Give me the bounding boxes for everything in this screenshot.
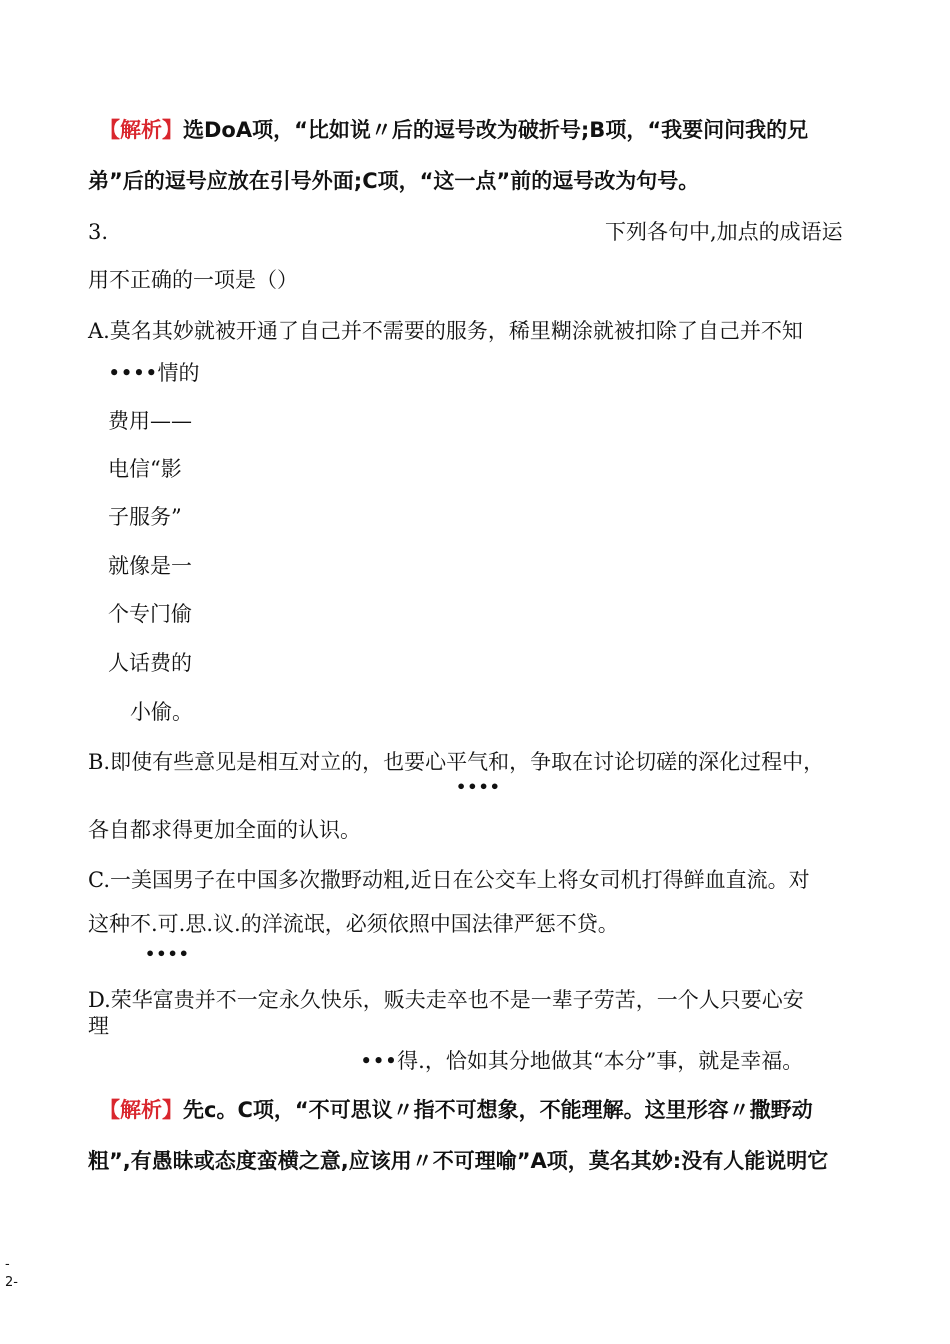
analysis-tag: 【解析】 [99,118,183,142]
question-3-number: 3. [88,220,109,244]
option-a-col-3: 电信“影 [108,457,182,481]
option-a-col-1: ••••情的 [108,361,200,385]
option-d-line-1: D.荣华富贵并不一定永久快乐，贩夫走卒也不是一辈子劳苦，一个人只要心安 [88,988,804,1012]
analysis-1-line-2: 弟”后的逗号应放在引号外面;C项，“这一点”前的逗号改为句号。 [88,169,700,193]
page-number: 2- [5,1275,18,1290]
option-d-line-2: 理 [88,1014,109,1038]
question-3-stem-right: 下列各句中,加点的成语运 [605,220,843,244]
option-a-col-5: 就像是一 [108,554,192,578]
analysis-1-text: 选DoA项，“比如说〃后的逗号改为破折号;B项，“我要问问我的兄 [183,118,809,142]
option-c-line-1: C.一美国男子在中国多次撒野动粗,近日在公交车上将女司机打得鲜血直流。对 [88,868,810,892]
option-b-line-1: B.即使有些意见是相互对立的，也要心平气和，争取在讨论切磋的深化过程中， [88,750,825,774]
option-a-col-4: 子服务” [108,505,182,529]
option-c-line-2: 这种不.可.思.议.的洋流氓，必须依照中国法律严惩不贷。 [88,912,619,936]
analysis-2-line-1 [99,1100,813,1121]
option-b-line-2: 各自都求得更加全面的认识。 [88,818,361,842]
option-a-col-6: 个专门偷 [108,602,192,626]
option-a-col-8: 小偷。 [130,700,193,724]
question-3-stem-line-2: 用不正确的一项是（） [88,268,298,292]
option-c-emphasis-dots: •••• [145,944,190,963]
analysis-1-line-1 [99,120,808,141]
option-a-col-2: 费用—— [108,409,192,433]
analysis-tag: 【解析】 [99,1098,183,1122]
option-a-line-1: A.莫名其妙就被开通了自己并不需要的服务，稀里糊涂就被扣除了自己并不知 [88,319,803,343]
footer-dash: - [5,1257,10,1272]
option-a-col-7: 人话费的 [108,651,192,675]
analysis-2-line-2: 粗”,有愚昧或态度蛮横之意,应该用〃不可理喻”A项，莫名其妙:没有人能说明它 [88,1149,829,1173]
option-d-line-3: •••得.，恰如其分地做其“本分”事，就是幸福。 [360,1049,804,1073]
analysis-2-text: 先c。C项，“不可思议〃指不可想象，不能理解。这里形容〃撒野动 [183,1098,813,1122]
option-b-emphasis-dots: •••• [456,777,501,796]
